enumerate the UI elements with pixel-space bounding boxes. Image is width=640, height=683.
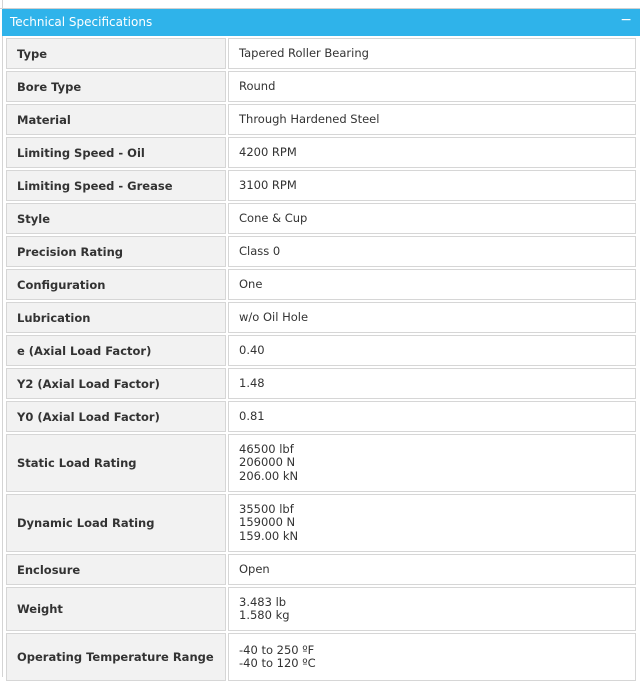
spec-value [228,38,636,69]
spec-value-line: 206000 N [239,455,296,470]
spec-value-line: 206.00 kN [239,468,299,483]
spec-row [6,71,636,102]
spec-value-line: 46500 lbf [239,441,294,456]
spec-row [6,554,636,585]
spec-value [228,494,636,552]
spec-value [228,302,636,333]
spec-value-line: 3.483 lb [239,594,287,609]
spec-label: Style [6,203,226,234]
spec-label: Lubrication [6,302,226,333]
spec-label: Type [6,38,226,69]
spec-row [6,401,636,432]
panel-title: Technical Specifications [10,15,153,29]
spec-label: e (Axial Load Factor) [6,335,226,366]
spec-value-line: 159000 N [239,515,296,530]
spec-label: Operating Temperature Range [6,633,226,681]
spec-value [228,71,636,102]
spec-value-line: Open [239,561,270,576]
spec-value-line: 3100 RPM [239,177,297,192]
spec-value [228,335,636,366]
spec-row [6,587,636,631]
collapse-icon[interactable]: − [620,12,632,28]
spec-row [6,236,636,267]
spec-row [6,633,636,681]
spec-row [6,203,636,234]
spec-value-line: One [239,276,263,291]
spec-label: Y0 (Axial Load Factor) [6,401,226,432]
spec-label: Weight [6,587,226,631]
spec-value [228,170,636,201]
spec-value-line: 159.00 kN [239,528,299,543]
spec-label: Limiting Speed - Oil [6,137,226,168]
spec-value [228,434,636,492]
spec-value [228,269,636,300]
spec-value [228,587,636,631]
spec-value-line: Class 0 [239,243,281,258]
spec-label: Static Load Rating [6,434,226,492]
spec-row [6,302,636,333]
spec-row [6,104,636,135]
spec-value [228,104,636,135]
spec-row [6,170,636,201]
spec-value-line: -40 to 250 ºF [239,642,315,657]
spec-value [228,401,636,432]
spec-value [228,554,636,585]
spec-label: Bore Type [6,71,226,102]
spec-row [6,368,636,399]
spec-label: Precision Rating [6,236,226,267]
spec-value-line: 35500 lbf [239,501,294,516]
spec-value [228,203,636,234]
spec-value-line: Tapered Roller Bearing [239,45,369,60]
spec-value [228,236,636,267]
spec-value-line: 1.48 [239,375,265,390]
spec-label: Material [6,104,226,135]
spec-value-line: w/o Oil Hole [239,309,309,324]
spec-label: Dynamic Load Rating [6,494,226,552]
spec-row [6,494,636,552]
spec-value-line: Through Hardened Steel [239,111,380,126]
spec-value [228,137,636,168]
spec-row [6,269,636,300]
spec-value-line: 1.580 kg [239,608,290,622]
spec-value-line: -40 to 120 ºC [239,656,316,670]
spec-row [6,335,636,366]
panel-header[interactable] [2,9,640,36]
spec-value-line: 0.40 [239,342,265,357]
spec-table [6,38,636,683]
spec-value-line: 0.81 [239,408,265,423]
spec-row [6,137,636,168]
spec-label: Y2 (Axial Load Factor) [6,368,226,399]
spec-label: Configuration [6,269,226,300]
spec-value-line: Cone & Cup [239,210,308,225]
spec-value [228,633,636,681]
spec-value [228,368,636,399]
spec-label: Enclosure [6,554,226,585]
spec-row [6,434,636,492]
spec-label: Limiting Speed - Grease [6,170,226,201]
spec-row [6,38,636,69]
spec-value-line: Round [239,78,276,93]
spec-value-line: 4200 RPM [239,144,297,159]
